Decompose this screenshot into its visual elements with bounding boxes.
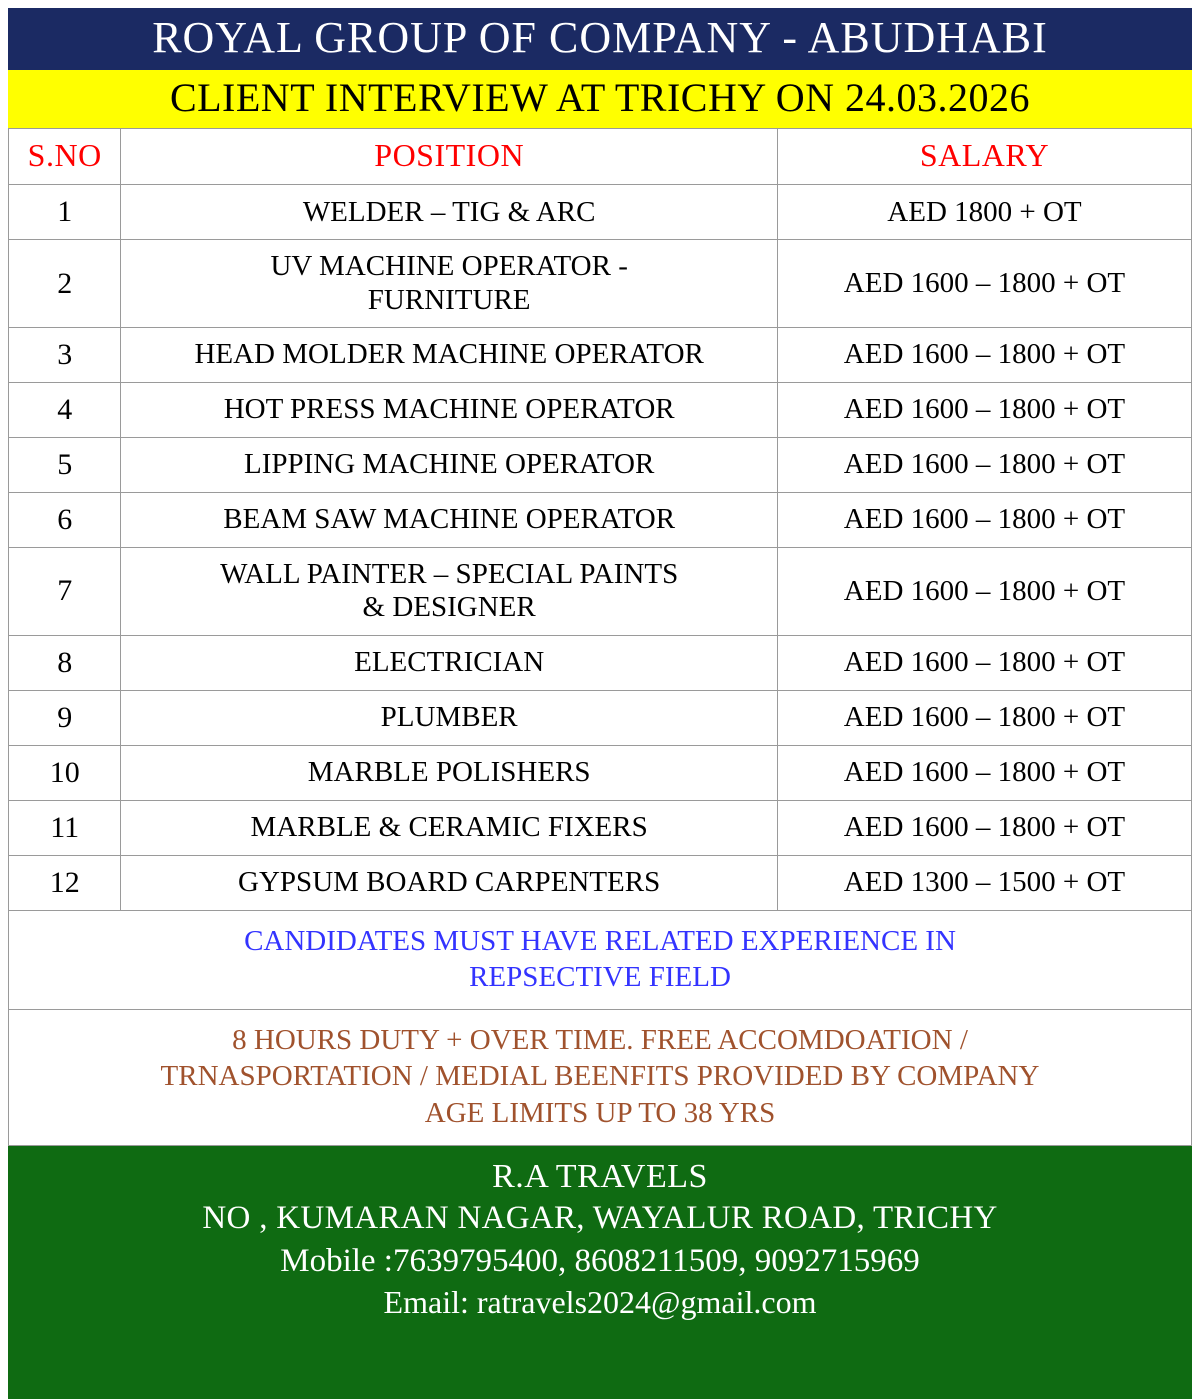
cell-sno: 2: [9, 240, 121, 328]
column-header-salary: SALARY: [777, 129, 1191, 185]
position-line-1: LIPPING MACHINE OPERATOR: [243, 448, 655, 481]
cell-position: [121, 745, 778, 800]
cell-sno: 11: [9, 800, 121, 855]
table-row: [9, 690, 1192, 745]
table-row: [9, 855, 1192, 910]
cell-sno: 7: [9, 547, 121, 635]
terms-note-line-3: AGE LIMITS UP TO 38 YRS: [424, 1096, 776, 1129]
table-row: [9, 327, 1192, 382]
cell-salary: AED 1600 – 1800 + OT: [777, 240, 1191, 328]
position-line-1: HOT PRESS MACHINE OPERATOR: [223, 393, 675, 426]
cell-position: [121, 800, 778, 855]
event-title-band: CLIENT INTERVIEW AT TRICHY ON 24.03.2026: [8, 70, 1192, 128]
agency-email[interactable]: Email: ratravels2024@gmail.com: [383, 1284, 817, 1321]
cell-salary: AED 1600 – 1800 + OT: [777, 635, 1191, 690]
cell-position: [121, 327, 778, 382]
agency-address: NO , KUMARAN NAGAR, WAYALUR ROAD, TRICHY: [202, 1200, 998, 1237]
position-line-1: BEAM SAW MACHINE OPERATOR: [223, 503, 676, 536]
positions-table: [8, 128, 1192, 1146]
cell-salary: AED 1600 – 1800 + OT: [777, 327, 1191, 382]
position-line-1: MARBLE & CERAMIC FIXERS: [250, 810, 648, 843]
experience-note-line-2: REPSECTIVE FIELD: [469, 960, 731, 993]
table-row: [9, 745, 1192, 800]
table-row: [9, 635, 1192, 690]
table-row: [9, 382, 1192, 437]
cell-sno: 3: [9, 327, 121, 382]
position-line-1: WELDER – TIG & ARC: [302, 195, 596, 228]
position-line-1: MARBLE POLISHERS: [307, 755, 591, 788]
cell-salary: AED 1600 – 1800 + OT: [777, 382, 1191, 437]
table-row: [9, 800, 1192, 855]
cell-salary: AED 1600 – 1800 + OT: [777, 745, 1191, 800]
table-row: [9, 547, 1192, 635]
table-header-row: [9, 129, 1192, 185]
experience-note-row: [9, 910, 1192, 1010]
cell-position: [121, 185, 778, 240]
cell-sno: 12: [9, 855, 121, 910]
terms-note-row: [9, 1010, 1192, 1146]
position-line-1: WALL PAINTER – SPECIAL PAINTS: [220, 557, 679, 590]
cell-sno: 4: [9, 382, 121, 437]
cell-position: [121, 855, 778, 910]
table-row: [9, 492, 1192, 547]
cell-position: [121, 437, 778, 492]
cell-position: [121, 240, 778, 328]
terms-note: [9, 1010, 1192, 1146]
cell-sno: 9: [9, 690, 121, 745]
terms-note-line-1: 8 HOURS DUTY + OVER TIME. FREE ACCOMDOATION /: [232, 1024, 968, 1057]
cell-salary: AED 1800 + OT: [777, 185, 1191, 240]
position-line-1: ELECTRICIAN: [354, 645, 545, 678]
table-row: [9, 437, 1192, 492]
cell-salary: AED 1600 – 1800 + OT: [777, 492, 1191, 547]
cell-sno: 6: [9, 492, 121, 547]
cell-sno: 8: [9, 635, 121, 690]
column-header-sno: S.NO: [9, 129, 121, 185]
position-line-1: PLUMBER: [380, 700, 518, 733]
cell-position: [121, 690, 778, 745]
agency-mobile[interactable]: Mobile :7639795400, 8608211509, 9092715969: [280, 1242, 920, 1279]
cell-sno: 1: [9, 185, 121, 240]
experience-note-line-1: CANDIDATES MUST HAVE RELATED EXPERIENCE IN: [244, 924, 956, 957]
table-row: [9, 240, 1192, 328]
cell-salary: AED 1300 – 1500 + OT: [777, 855, 1191, 910]
agency-name: R.A TRAVELS: [492, 1157, 708, 1195]
cell-position: [121, 492, 778, 547]
cell-position: [121, 547, 778, 635]
contact-footer: [8, 1146, 1192, 1399]
cell-salary: AED 1600 – 1800 + OT: [777, 800, 1191, 855]
cell-position: [121, 635, 778, 690]
table-row: [9, 185, 1192, 240]
cell-salary: AED 1600 – 1800 + OT: [777, 437, 1191, 492]
cell-salary: AED 1600 – 1800 + OT: [777, 690, 1191, 745]
position-line-1: GYPSUM BOARD CARPENTERS: [238, 865, 661, 898]
company-title-band: ROYAL GROUP OF COMPANY - ABUDHABI: [8, 8, 1192, 70]
column-header-position: POSITION: [121, 129, 778, 185]
position-line-1: HEAD MOLDER MACHINE OPERATOR: [194, 338, 704, 371]
cell-salary: AED 1600 – 1800 + OT: [777, 547, 1191, 635]
experience-note: [9, 910, 1192, 1010]
position-line-2: & DESIGNER: [362, 591, 536, 624]
position-line-2: FURNITURE: [367, 283, 531, 316]
position-line-1: UV MACHINE OPERATOR -: [270, 250, 628, 283]
terms-note-line-2: TRNASPORTATION / MEDIAL BEENFITS PROVIDED BY COMPANY: [160, 1060, 1040, 1093]
cell-sno: 10: [9, 745, 121, 800]
cell-position: [121, 382, 778, 437]
cell-sno: 5: [9, 437, 121, 492]
